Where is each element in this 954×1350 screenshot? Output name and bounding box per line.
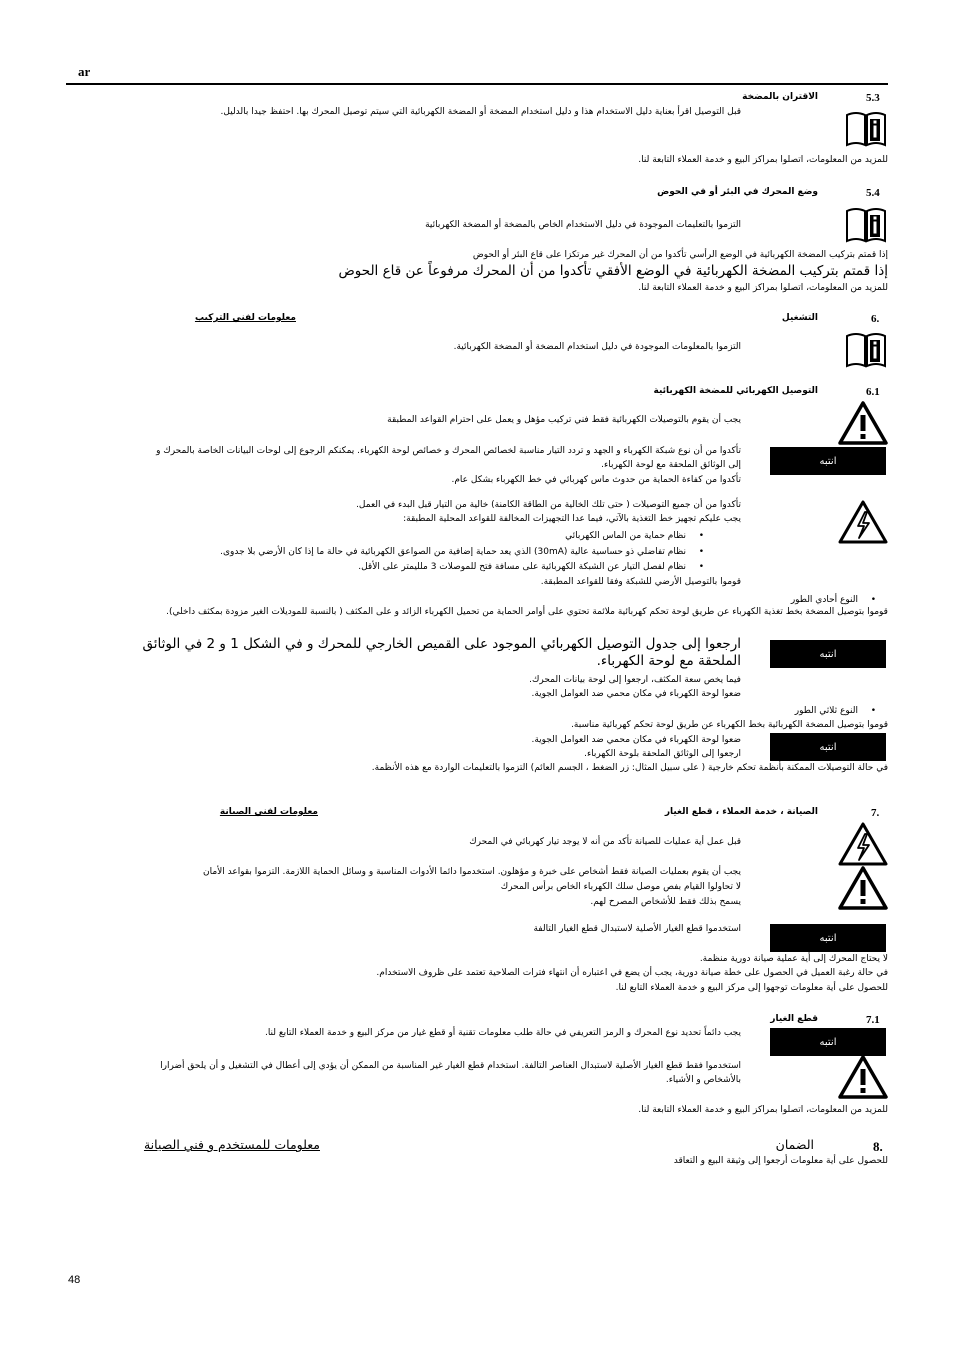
section-6-1-p1: يجب أن يقوم بالتوصيلات الكهربائية فقط فني تركيب مؤهل و يعمل على احترام القواعد المطبقة xyxy=(387,415,741,425)
section-7-p2: يجب أن يقوم بعمليات الصيانة فقط أشخاص على خبرة و مؤهلون. استخدموا دائما الأدوات المناسبة و وسائل الحماية اللازمة. التزموا بقواعد الأمان xyxy=(202,867,741,877)
section-5-4-number: 5.4 xyxy=(866,187,880,199)
section-5-3-info: للمزيد من المعلومات، اتصلوا بمراكز البيع و خدمة العملاء التابعة لنا. xyxy=(638,155,888,165)
section-6-1-p2a: تأكدوا من أن نوع شبكة الكهرباء و الجهد و تردد التيار مناسبة لخصائص المحرك و خصائص لوحة الكهرباء. يمكنكم الرجوع إلى لوحات البيانات الخاصة بالمحرك و xyxy=(156,446,741,456)
header-rule xyxy=(66,83,888,85)
notice-box: انتبه xyxy=(770,447,886,475)
single-phase-heading: • النوع أحادي الطور xyxy=(791,594,858,607)
single-phase-text: قوموا بتوصيل المضخة بخط تغذية الكهرباء عن طريق لوحة تحكم كهربائية ملائمة تحتوي على أوامر الحماية من تحميل الكهرباء الزائد و على المكثف ( بالنسبة للموديلات الغير مزودة بمكثف داخلي). xyxy=(166,607,888,617)
manual-info-icon xyxy=(844,331,888,369)
section-5-3-number: 5.3 xyxy=(866,92,880,104)
section-6-1-p3c: قوموا بالتوصيل الأرضي للشبكة وفقا للقواعد المطبقة. xyxy=(540,577,741,587)
section-6-1-p3b: يجب عليكم تجهيز خط التغذية بالآتي، فيما عدا التجهيزات المخالفة للقواعد المحلية المطبقة: xyxy=(403,514,741,524)
notice-box: انتبه xyxy=(770,1028,886,1056)
capacitor-note: فيما يخص سعة المكثف، ارجعوا إلى لوحة بيانات المحرك. xyxy=(529,675,741,685)
section-6-number: 6. xyxy=(871,313,880,325)
section-7-1-p2a: استخدموا فقط قطع الغيار الأصلية لاستبدال العناصر التالفة. استخدام قطع الغيار غير المناسبة من الممكن أن يؤدي إلى أعطال في التشغيل و أن يلحق أضرارا xyxy=(160,1061,741,1071)
three-phase-text-2: ضعوا لوحة الكهرباء في مكان محمي ضد العوامل الجوية. xyxy=(531,735,741,745)
electric-hazard-icon xyxy=(838,822,888,866)
language-code: ar xyxy=(78,64,91,79)
section-6-1-p2c: تأكدوا من كفاءة الحماية من حدوث ماس كهربائي في خط الكهرباء بشكل عام. xyxy=(451,475,741,485)
section-7-p6: لا يحتاج المحرك إلى أية عملية صيانة دورية منظمة. xyxy=(699,954,888,964)
section-8-title: الضمان xyxy=(775,1137,814,1152)
manual-info-icon xyxy=(844,110,888,148)
section-5-4-line2: إذا قمتم بتركيب المضخة الكهربائية في الوضع الأفقي تأكدوا من أن المحرك مرفوعاً عن قاع الحوض xyxy=(338,263,888,279)
section-7-1-number: 7.1 xyxy=(866,1014,880,1026)
section-7-1-title: قطع الغيار xyxy=(770,1014,818,1024)
section-7-title: الصيانة ، خدمة العملاء ، قطع الغيار xyxy=(664,807,818,817)
section-7-p7: في حالة رغبة العميل في الحصول على خطة صيانة دورية، يجب أن يضع في اعتباره أن انتهاء فترات الصلاحية تعتمد على ظروف الاستخدام. xyxy=(376,968,888,978)
warning-exclamation-icon xyxy=(838,866,888,910)
three-phase-heading: • النوع ثلاثي الطور xyxy=(795,705,858,718)
section-6-1-title: التوصيل الكهربائي للمضخة الكهربائية xyxy=(653,386,818,396)
warning-exclamation-icon xyxy=(838,401,888,445)
notice-box: انتبه xyxy=(770,733,886,761)
section-7-1-p2b: بالأشخاص و الأشياء. xyxy=(665,1075,741,1085)
section-6-title: التشغيل xyxy=(781,313,818,323)
section-7-p1: قبل عمل أية عمليات للصيانة تأكد من أنه لا يوجد تيار كهربائي في المحرك xyxy=(469,837,741,847)
section-6-1-number: 6.1 xyxy=(866,386,880,398)
section-6-1-p2b: إلى الوثائق الملحقة مع لوحة الكهرباء. xyxy=(601,460,741,470)
section-6-1-p3a: تأكدوا من أن جميع التوصيلات ( حتى تلك الخالية من الطاقة الكامنة) خالية من التيار قبل البدء في العمل. xyxy=(356,500,741,510)
manual-info-icon xyxy=(844,206,888,244)
section-7-1-info: للمزيد من المعلومات، اتصلوا بمراكز البيع و خدمة العملاء التابعة لنا. xyxy=(638,1105,888,1115)
section-7-p4: يسمح بذلك فقط للأشخاص المصرح لهم. xyxy=(590,897,741,907)
section-6-text: التزموا بالمعلومات الموجودة في دليل استخدام المضخة أو المضخة الكهربائية. xyxy=(453,342,741,352)
bullet-item: • نظام لفصل التيار عن الشبكة الكهربائية على مسافة فتح للموصلات 3 ملليمتر على الأقل. xyxy=(358,561,686,574)
section-5-4-info: للمزيد من المعلومات، اتصلوا بمراكز البيع و خدمة العملاء التابعة لنا. xyxy=(638,283,888,293)
bullet-item: • نظام حماية من الماس الكهربائي xyxy=(565,530,686,543)
section-8-text: للحصول على أية معلومات أرجعوا إلى وثيقة البيع و التعاقد xyxy=(673,1156,888,1166)
three-phase-text-3: ارجعوا إلى الوثائق الملحقة بلوحة الكهرباء. xyxy=(584,749,741,759)
section-5-4-line1: إذا قمتم بتركيب المضخة الكهربائية في الوضع الرأسي تأكدوا من أن المحرك غير مرتكزا على قاع البئر أو الحوض xyxy=(472,250,888,260)
section-7-p3: لا تحاولوا القيام بفص موصل سلك الكهرباء الخاص برأس المحرك xyxy=(500,882,741,892)
section-8-side-label: معلومات للمستخدم و فني الصيانة xyxy=(143,1137,320,1152)
section-7-number: 7. xyxy=(871,807,880,819)
external-control-note: في حالة التوصيلات الممكنة بأنظمة تحكم خارجية ( على سبيل المثال: زر الضغط ، الجسم العائم) التزموا بالتعليمات الواردة مع هذه الأنظمة. xyxy=(371,763,888,773)
notice-box: انتبه xyxy=(770,924,886,952)
warning-exclamation-icon xyxy=(838,1055,888,1099)
section-7-p8: للحصول على أية معلومات توجهوا إلى مركز البيع و خدمة العملاء التابع لنا. xyxy=(615,983,888,993)
section-5-4-text: التزموا بالتعليمات الموجودة في دليل الاستخدام الخاص بالمضخة أو المضخة الكهربائية xyxy=(425,220,741,230)
bullet-item: • نظام تفاضلي ذو حساسية عالية (30mA) الذي يعد حماية إضافية من الصواعق الكهربائية في حالة ما إذا كان الأرضي بلا جدوى. xyxy=(220,546,686,559)
connection-table-reference: ارجعوا إلى جدول التوصيل الكهربائي الموجود على القميص الخارجي للمحرك و في الشكل 1 و 2 في الوثائق الملحقة مع لوحة الكهرباء. xyxy=(142,636,741,669)
notice-box: انتبه xyxy=(770,640,886,668)
panel-placement-note: ضعوا لوحة الكهرباء في مكان محمي ضد العوامل الجوية. xyxy=(531,689,741,699)
section-7-p5: استخدموا قطع الغيار الأصلية لاستبدال قطع الغيار التالفة xyxy=(533,924,741,934)
section-5-4-title: وضع المحرك في البئر أو في الحوض xyxy=(657,187,818,197)
section-6-side-label: معلومات لفني التركيب xyxy=(194,313,296,323)
electric-hazard-icon xyxy=(838,500,888,544)
three-phase-text-1: قوموا بتوصيل المضخة الكهربائية بخط الكهرباء عن طريق لوحة تحكم كهربائية مناسبة. xyxy=(571,720,888,730)
section-8-number: 8. xyxy=(873,1139,883,1154)
section-5-3-title: الاقتران بالمضخة xyxy=(742,92,818,102)
section-7-1-p1: يجب دائماً تحديد نوع المحرك و الرمز التعريفي في حالة طلب معلومات تقنية أو قطع غيار من مركز البيع و خدمة العملاء التابع لنا. xyxy=(264,1028,741,1038)
section-7-side-label: معلومات لفني الصيانة xyxy=(219,807,318,817)
section-5-3-text: قبل التوصيل اقرأ بعناية دليل الاستخدام هذا و دليل استخدام المضخة أو المضخة الكهربائية التي سيتم توصيل المحرك بها. احتفظ جيدا بالدليل. xyxy=(220,107,741,117)
page-number: 48 xyxy=(68,1274,81,1286)
